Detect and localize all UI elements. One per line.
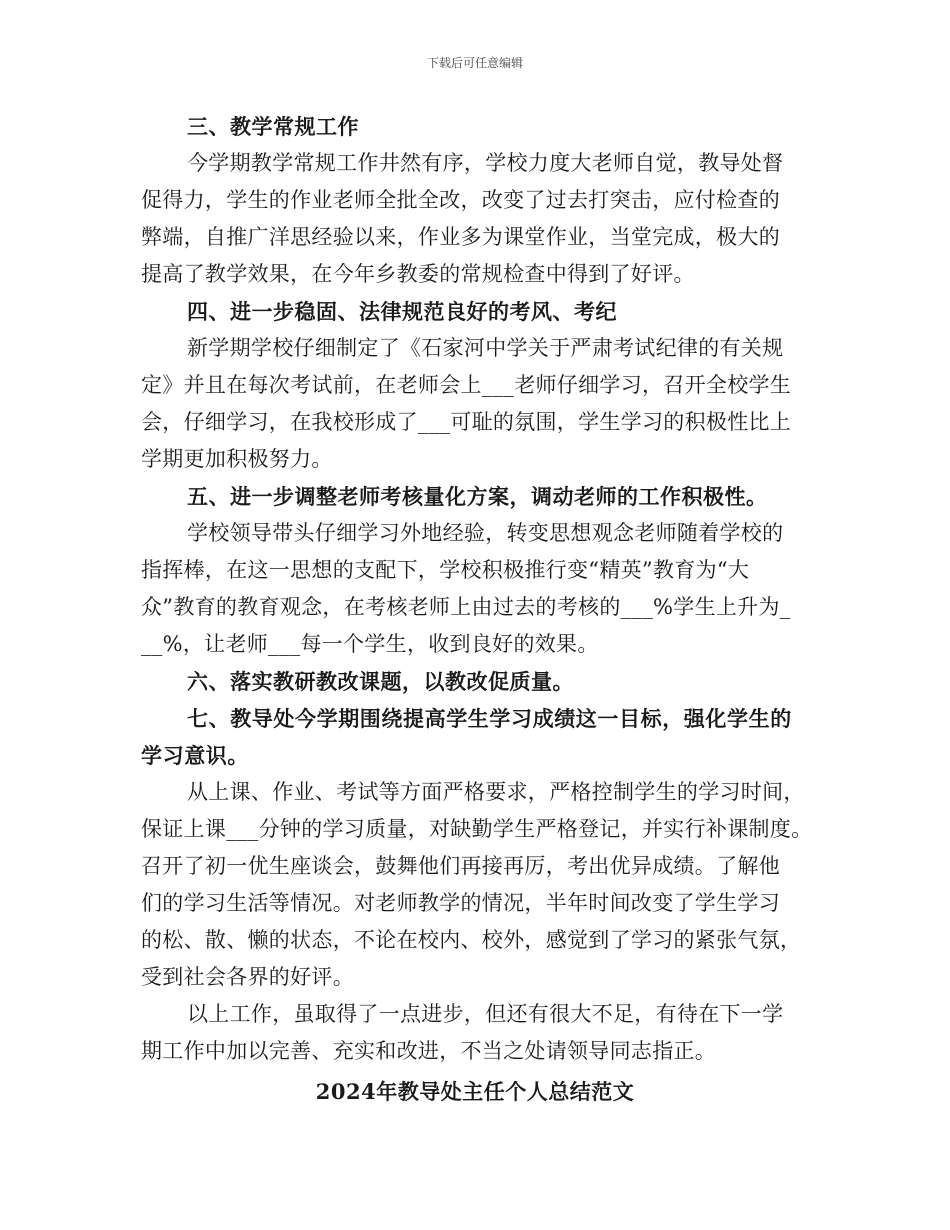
document-body — [141, 108, 813, 1070]
paragraph-line: 指挥棒，在这一思想的支配下，学校积极推行变“精英”教育为“大 — [141, 558, 750, 582]
section-heading-3: 三、教学常规工作 — [187, 114, 359, 139]
paragraph-line: 促得力，学生的作业老师全批全改，改变了过去打突击，应付检查的 — [141, 188, 780, 212]
header-note: 下载后可任意编辑 — [426, 56, 523, 70]
paragraph-line: 众”教育的教育观念，在考核老师上由过去的考核的___%学生上升为_ — [141, 595, 791, 619]
paragraph-line: 召开了初一优生座谈会，鼓舞他们再接再厉，考出优异成绩。了解他 — [141, 854, 780, 878]
paragraph-line: 从上课、作业、考试等方面严格要求，严格控制学生的学习时间， — [187, 780, 805, 804]
paragraph-line: 定》并且在每次考试前，在老师会上___老师仔细学习，召开全校学生 — [141, 373, 792, 397]
paragraph-line: 弊端，自推广洋思经验以来，作业多为课堂作业，当堂完成，极大的 — [141, 225, 780, 249]
section-heading-4: 四、进一步稳固、法律规范良好的考风、考纪 — [187, 299, 617, 324]
paragraph-line: 的松、散、懒的状态，不论在校内、校外，感觉到了学习的紧张气氛， — [141, 928, 802, 952]
paragraph-line: 期工作中加以完善、充实和改进，不当之处请领导同志指正。 — [141, 1039, 717, 1063]
paragraph-line: 以上工作，虽取得了一点进步，但还有很大不足，有待在下一学 — [187, 1002, 784, 1026]
section-heading-6: 六、落实教研教改课题，以教改促质量。 — [187, 669, 574, 694]
paragraph-line: 学期更加积极努力。 — [141, 447, 333, 471]
paragraph-line: 提高了教学效果，在今年乡教委的常规检查中得到了好评。 — [141, 262, 695, 286]
paragraph-line: 会，仔细学习，在我校形成了___可耻的氛围，学生学习的积极性比上 — [141, 410, 792, 434]
section-heading-7-cont: 学习意识。 — [141, 743, 249, 768]
paragraph-line: 今学期教学常规工作井然有序，学校力度大老师自觉，教导处督 — [187, 151, 784, 175]
paragraph-line: 保证上课___分钟的学习质量，对缺勤学生严格登记，并实行补课制度。 — [141, 817, 813, 841]
paragraph-line: 新学期学校仔细制定了《石家河中学关于严肃考试纪律的有关规 — [187, 336, 784, 360]
paragraph-line: 受到社会各界的好评。 — [141, 965, 354, 989]
next-document-title: 2024年教导处主任个人总结范文 — [315, 1079, 635, 1104]
paragraph-line: 们的学习生活等情况。对老师教学的情况，半年时间改变了学生学习 — [141, 891, 780, 915]
section-heading-7: 七、教导处今学期围绕提高学生学习成绩这一目标，强化学生的 — [187, 706, 792, 731]
paragraph-line: __%，让老师___每一个学生，收到良好的效果。 — [141, 632, 599, 656]
paragraph-line: 学校领导带头仔细学习外地经验，转变思想观念老师随着学校的 — [187, 521, 784, 545]
section-heading-5: 五、进一步调整老师考核量化方案，调动老师的工作积极性。 — [187, 484, 768, 509]
